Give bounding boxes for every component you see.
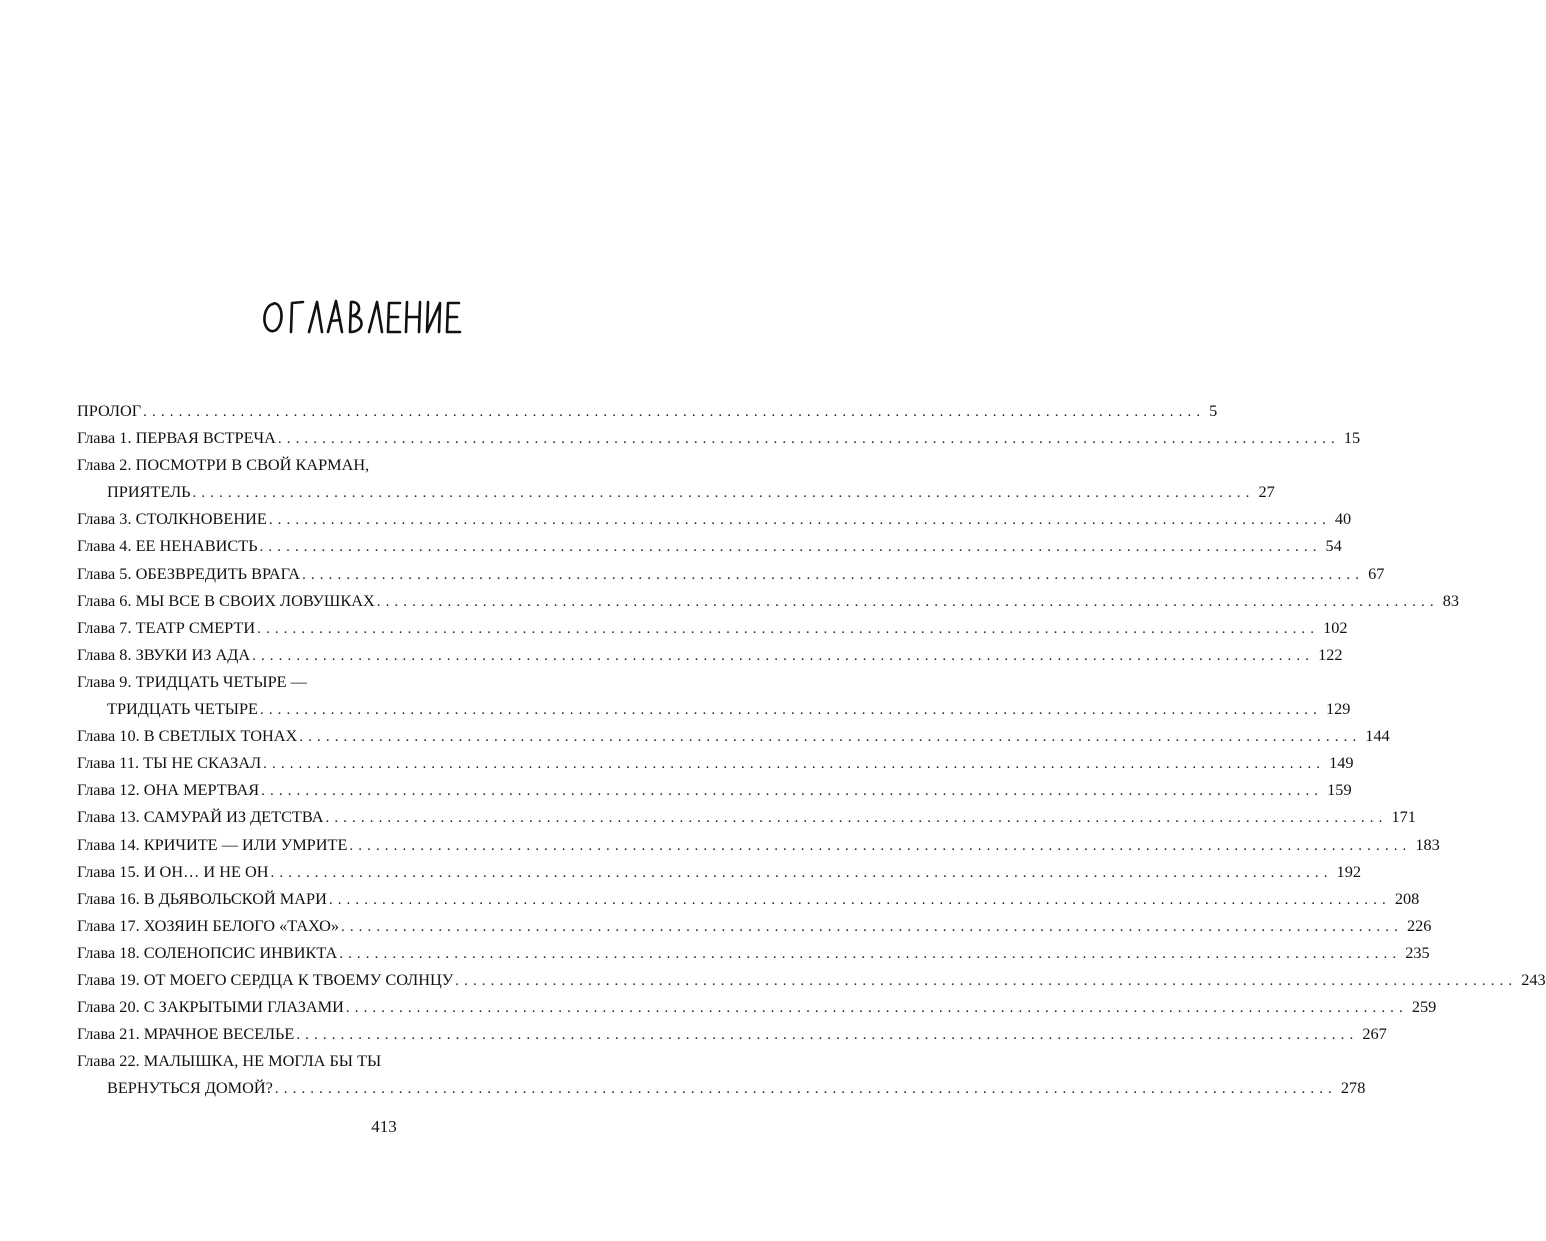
toc-entry-label: Глава 11. ТЫ НЕ СКАЗАЛ	[77, 749, 263, 776]
toc-entry-label: Глава 15. И ОН… И НЕ ОН	[77, 858, 271, 885]
toc-entry	[77, 939, 1430, 966]
toc-entry-label: ВЕРНУТЬСЯ ДОМОЙ?	[77, 1074, 275, 1101]
toc-entry-page: 67	[1368, 563, 1385, 583]
dot-leader: ........................................................................................................................	[263, 756, 1326, 773]
toc-entry-label: Глава 1. ПЕРВАЯ ВСТРЕЧА	[77, 424, 278, 451]
toc-entry	[77, 560, 1385, 587]
toc-entry-page: 122	[1318, 644, 1343, 664]
toc-entry-label: Глава 5. ОБЕЗВРЕДИТЬ ВРАГА	[77, 560, 302, 587]
toc-entry-label: ПРИЯТЕЛЬ	[77, 478, 193, 505]
toc-entry-page: 144	[1365, 726, 1390, 746]
toc-entry-label: Глава 14. КРИЧИТЕ — ИЛИ УМРИТЕ	[77, 831, 349, 858]
dot-leader: ........................................................................................................................	[192, 485, 1255, 502]
toc-entry-page: 129	[1325, 699, 1351, 719]
toc-entry-label: Глава 13. САМУРАЙ ИЗ ДЕТСТВА	[77, 803, 325, 830]
page-number: 413	[371, 1117, 397, 1136]
toc-entry-page: 149	[1329, 753, 1354, 773]
dot-leader: ........................................................................................................................	[252, 647, 1315, 664]
toc-entry-label: Глава 19. ОТ МОЕГО СЕРДЦА К ТВОЕМУ СОЛНЦУ	[77, 966, 455, 993]
dot-leader: ........................................................................................................................	[143, 404, 1206, 420]
table-of-contents	[77, 397, 1546, 1101]
dot-leader: ........................................................................................................................	[339, 945, 1402, 962]
toc-entry	[77, 993, 1437, 1020]
toc-entry	[77, 1074, 1366, 1101]
toc-entry-label: Глава 10. В СВЕТЛЫХ ТОНАХ	[77, 722, 299, 749]
toc-entry	[77, 478, 1275, 505]
toc-entry	[77, 803, 1416, 830]
dot-leader: ........................................................................................................................	[376, 593, 1439, 610]
toc-entry-page: 15	[1343, 428, 1361, 448]
dot-leader: ........................................................................................................................	[274, 1081, 1337, 1098]
toc-entry	[77, 912, 1432, 939]
toc-entry-page: 171	[1391, 807, 1416, 827]
toc-entry	[77, 668, 649, 695]
toc-entry	[77, 641, 1343, 668]
toc-entry-page: 27	[1258, 482, 1275, 502]
toc-entry-label: Глава 22. МАЛЫШКА, НЕ МОГЛА БЫ ТЫ	[77, 1051, 382, 1071]
toc-entry-page: 235	[1405, 942, 1430, 962]
toc-entry-page: 259	[1411, 997, 1437, 1017]
toc-entry-label: Глава 8. ЗВУКИ ИЗ АДА	[77, 641, 252, 668]
dot-leader: ........................................................................................................................	[296, 1027, 1359, 1044]
toc-entry	[77, 424, 1361, 451]
toc-entry	[77, 587, 1460, 614]
toc-entry	[77, 532, 1342, 559]
toc-entry	[77, 614, 1348, 641]
toc-entry-page: 159	[1327, 780, 1352, 800]
toc-entry-page: 278	[1340, 1078, 1366, 1098]
toc-entry-page: 208	[1394, 888, 1420, 908]
toc-entry	[77, 1047, 649, 1074]
toc-entry-label: Глава 21. МРАЧНОЕ ВЕСЕЛЬЕ	[77, 1020, 296, 1047]
toc-entry	[77, 397, 1218, 424]
dot-leader: ........................................................................................................................	[340, 918, 1403, 935]
dot-leader: ........................................................................................................................	[349, 837, 1412, 854]
toc-entry	[77, 749, 1354, 776]
dot-leader: ........................................................................................................................	[345, 1000, 1408, 1017]
handwritten-title-lettering	[259, 290, 509, 340]
dot-leader: ........................................................................................................................	[259, 539, 1322, 556]
toc-entry-label: Глава 7. ТЕАТР СМЕРТИ	[77, 614, 257, 641]
toc-entry-page: 83	[1442, 590, 1460, 610]
toc-entry	[77, 858, 1361, 885]
page-title	[0, 290, 768, 340]
toc-entry-label: Глава 9. ТРИДЦАТЬ ЧЕТЫРЕ —	[77, 671, 307, 691]
dot-leader: ........................................................................................................................	[302, 566, 1365, 583]
toc-entry	[77, 831, 1440, 858]
toc-entry-label: Глава 12. ОНА МЕРТВАЯ	[77, 776, 261, 803]
toc-entry	[77, 885, 1420, 912]
dot-leader: ........................................................................................................................	[259, 702, 1322, 719]
toc-entry-label: Глава 6. МЫ ВСЕ В СВОИХ ЛОВУШКАХ	[77, 587, 377, 614]
toc-entry-page: 267	[1362, 1024, 1387, 1044]
dot-leader: ........................................................................................................................	[328, 891, 1391, 908]
toc-entry	[77, 505, 1352, 532]
toc-entry-label: Глава 4. ЕЕ НЕНАВИСТЬ	[77, 532, 260, 559]
dot-leader: ........................................................................................................................	[261, 783, 1324, 800]
toc-entry	[77, 695, 1351, 722]
toc-entry-page: 226	[1406, 915, 1432, 935]
toc-entry-label: ПРОЛОГ	[77, 397, 143, 424]
toc-entry-page: 192	[1336, 861, 1361, 881]
toc-entry	[77, 966, 1546, 993]
dot-leader: ........................................................................................................................	[277, 431, 1340, 448]
dot-leader: ........................................................................................................................	[455, 972, 1518, 989]
toc-entry	[77, 1020, 1387, 1047]
toc-entry-page: 40	[1334, 509, 1352, 529]
dot-leader: ........................................................................................................................	[257, 620, 1320, 637]
toc-entry-label: Глава 17. ХОЗЯИН БЕЛОГО «ТАХО»	[77, 912, 341, 939]
toc-entry-page: 102	[1323, 617, 1348, 637]
toc-entry-page: 54	[1325, 536, 1342, 556]
toc-entry	[77, 722, 1390, 749]
toc-entry-label: Глава 3. СТОЛКНОВЕНИЕ	[77, 505, 269, 532]
toc-entry-label: Глава 18. СОЛЕНОПСИС ИНВИКТА	[77, 939, 339, 966]
toc-entry-label: ТРИДЦАТЬ ЧЕТЫРЕ	[77, 695, 260, 722]
toc-entry	[77, 776, 1352, 803]
toc-entry-label: Глава 16. В ДЬЯВОЛЬСКОЙ МАРИ	[77, 885, 329, 912]
dot-leader: ........................................................................................................................	[268, 512, 1331, 529]
toc-entry	[77, 451, 649, 478]
toc-entry-label: Глава 20. С ЗАКРЫТЫМИ ГЛАЗАМИ	[77, 993, 346, 1020]
dot-leader: ........................................................................................................................	[270, 864, 1333, 881]
toc-entry-page: 5	[1209, 401, 1218, 420]
dot-leader: ........................................................................................................................	[299, 729, 1362, 746]
toc-entry-label: Глава 2. ПОСМОТРИ В СВОЙ КАРМАН,	[77, 455, 370, 475]
toc-entry-page: 243	[1521, 969, 1546, 989]
toc-entry-page: 183	[1415, 834, 1440, 854]
dot-leader: ........................................................................................................................	[325, 810, 1388, 827]
